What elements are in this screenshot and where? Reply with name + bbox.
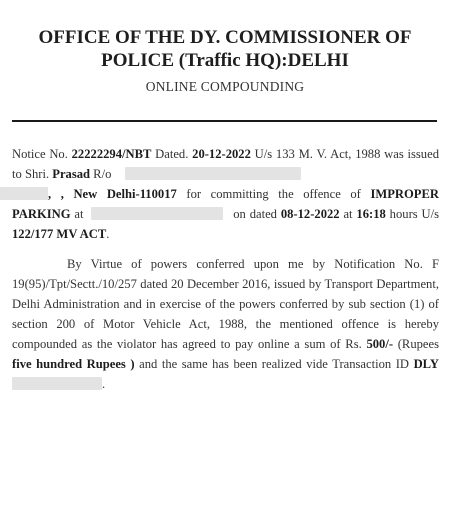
- offence-name: IMPROPER PARKING: [12, 187, 439, 221]
- redacted-offence-location: [91, 207, 223, 220]
- offence-time: 16:18: [356, 207, 386, 221]
- notice-text: hours U/s: [385, 207, 440, 221]
- notice-text: .: [106, 227, 110, 241]
- office-heading: [0, 26, 450, 72]
- compounding-text: By Virtue of powers conferred upon me by Notification No. F 19(95)/Tpt/Sectt./10/257 dated 20 December 2016, issued by Transport Department, Delhi Administration and in exercise of the powers conferred by sub section (1) of section 200 of Motor Vehicle Act, 1988, the mentioned offence is hereby compounded as the violator has agreed to pay online a sum of Rs.: [12, 257, 439, 351]
- compounding-amount: 500/-: [366, 337, 394, 351]
- office-heading-line-1: OFFICE OF THE DY. COMMISSIONER OF: [38, 27, 412, 48]
- compounding-text: and the same has been realized vide Transaction ID: [134, 357, 414, 371]
- violator-city: , , New Delhi-110017: [48, 187, 177, 201]
- notice-text: U/s 133 M. V. Act, 1988 was issued to Shri.: [12, 147, 439, 181]
- notice-text: Dated.: [151, 147, 193, 161]
- notice-text: R/o: [90, 167, 115, 181]
- notice-text: on dated: [229, 207, 281, 221]
- notice-number: 22222294/NBT: [71, 147, 152, 161]
- compounding-text: (Rupees: [393, 337, 439, 351]
- notice-date: 20-12-2022: [192, 147, 251, 161]
- compounding-text: .: [102, 377, 106, 391]
- header-divider: [12, 120, 437, 122]
- document-subtitle: ONLINE COMPOUNDING: [145, 79, 305, 94]
- legal-sections: 122/177 MV ACT: [12, 227, 107, 241]
- notice-text: at: [70, 207, 88, 221]
- notice-text: at: [339, 207, 357, 221]
- redacted-transaction-id: [12, 377, 102, 390]
- office-heading-line-2: POLICE (Traffic HQ):DELHI: [101, 50, 349, 71]
- redacted-address-continued: [0, 187, 48, 200]
- notice-paragraph: [12, 144, 439, 244]
- redacted-address: [125, 167, 301, 180]
- offence-date: 08-12-2022: [280, 207, 340, 221]
- notice-text: for committing the offence of: [176, 187, 371, 201]
- transaction-id-prefix: DLY: [413, 357, 440, 371]
- violator-name: Prasad: [52, 167, 91, 181]
- notice-text: Notice No.: [12, 147, 72, 161]
- amount-in-words: five hundred Rupees ): [12, 357, 135, 371]
- compounding-paragraph: [12, 254, 439, 394]
